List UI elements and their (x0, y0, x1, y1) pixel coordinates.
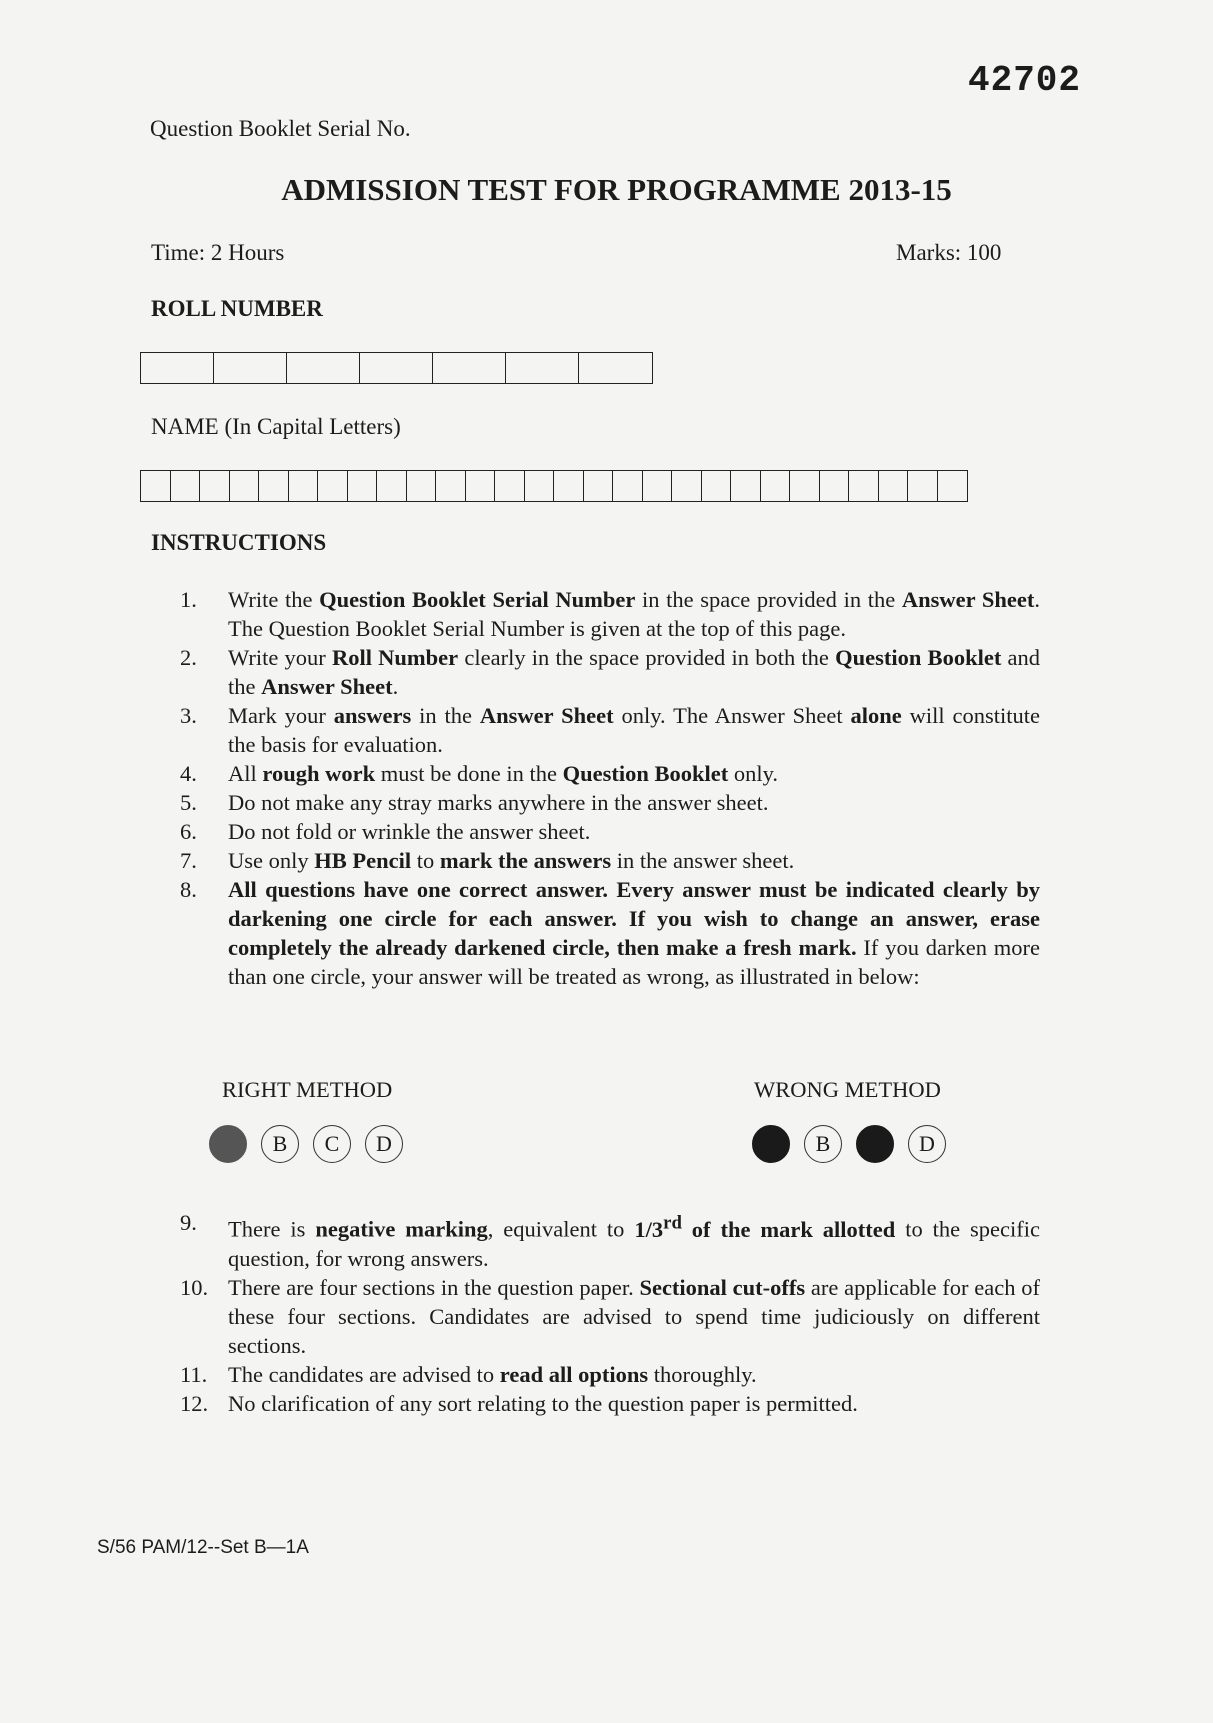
name-letter-box[interactable] (790, 471, 820, 501)
instruction-item (180, 701, 1040, 759)
instructions-heading: INSTRUCTIONS (151, 530, 327, 555)
instruction-text: There are four sections in the question paper. Sectional cut-offs are applicable for each of these four sections. Candidates are advised to spend time judiciously on different sections. (228, 1274, 1040, 1358)
page-title: ADMISSION TEST FOR PROGRAMME 2013-15 (281, 172, 952, 207)
roll-number-box[interactable] (287, 353, 360, 383)
serial-label: Question Booklet Serial No. (150, 116, 411, 141)
instruction-text: Do not fold or wrinkle the answer sheet. (228, 819, 591, 844)
instruction-item (180, 788, 1040, 817)
roll-number-box[interactable] (506, 353, 579, 383)
name-boxes[interactable] (140, 470, 968, 502)
name-letter-box[interactable] (731, 471, 761, 501)
roll-number-box[interactable] (579, 353, 652, 383)
roll-number-box[interactable] (433, 353, 506, 383)
instruction-item (180, 846, 1040, 875)
name-letter-box[interactable] (672, 471, 702, 501)
instruction-number: 9. (180, 1210, 197, 1235)
roll-number-label: ROLL NUMBER (151, 296, 323, 321)
option-bubble-c: C (313, 1125, 351, 1163)
name-letter-box[interactable] (849, 471, 879, 501)
booklet-serial-number: 42702 (968, 60, 1082, 101)
name-letter-box[interactable] (879, 471, 909, 501)
exam-marks: Marks: 100 (896, 240, 1002, 265)
right-method-bubbles (209, 1125, 403, 1163)
name-letter-box[interactable] (141, 471, 171, 501)
instruction-number: 2. (180, 645, 197, 670)
name-letter-box[interactable] (318, 471, 348, 501)
instruction-text: All questions have one correct answer. Every answer must be indicated clearly by darkening one circle for each answer. If you wish to change an answer, erase completely the already darkened circle, then make a fresh mark. If you darken more than one circle, your answer will be treated as wrong, as illustrated in below: (228, 877, 1040, 989)
name-letter-box[interactable] (377, 471, 407, 501)
instruction-number: 11. (180, 1361, 208, 1387)
instruction-text: All rough work must be done in the Question Booklet only. (228, 761, 779, 786)
instruction-number: 3. (180, 703, 197, 728)
name-letter-box[interactable] (289, 471, 319, 501)
name-letter-box[interactable] (908, 471, 938, 501)
roll-number-box[interactable] (214, 353, 287, 383)
filled-bubble (856, 1125, 894, 1163)
instruction-item (180, 1208, 1040, 1273)
instruction-item (180, 817, 1040, 846)
instruction-text: Write your Roll Number clearly in the space provided in both the Question Booklet and the Answer Sheet. (228, 645, 1040, 699)
instruction-item (180, 759, 1040, 788)
right-method-label: RIGHT METHOD (222, 1077, 393, 1102)
instruction-text: The candidates are advised to read all options thoroughly. (228, 1361, 757, 1387)
instructions-list-continued (180, 1208, 1040, 1418)
filled-bubble (209, 1125, 247, 1163)
name-letter-box[interactable] (407, 471, 437, 501)
option-bubble-b: B (804, 1125, 842, 1163)
instruction-item (180, 1360, 1040, 1389)
roll-number-box[interactable] (141, 353, 214, 383)
instructions-list (180, 585, 1040, 991)
name-letter-box[interactable] (761, 471, 791, 501)
name-letter-box[interactable] (230, 471, 260, 501)
name-letter-box[interactable] (702, 471, 732, 501)
name-letter-box[interactable] (820, 471, 850, 501)
instruction-item (180, 1273, 1040, 1360)
name-letter-box[interactable] (495, 471, 525, 501)
option-bubble-b: B (261, 1125, 299, 1163)
name-letter-box[interactable] (259, 471, 289, 501)
instruction-item (180, 643, 1040, 701)
instruction-number: 8. (180, 877, 197, 902)
instruction-text: Use only HB Pencil to mark the answers in the answer sheet. (228, 848, 795, 873)
instruction-number: 10. (180, 1274, 209, 1300)
instruction-item (180, 585, 1040, 643)
name-letter-box[interactable] (348, 471, 378, 501)
name-letter-box[interactable] (525, 471, 555, 501)
name-letter-box[interactable] (584, 471, 614, 501)
wrong-method-label: WRONG METHOD (754, 1077, 941, 1102)
instruction-text: No clarification of any sort relating to the question paper is permitted. (228, 1390, 858, 1416)
instruction-item (180, 875, 1040, 991)
instruction-number: 1. (180, 587, 197, 612)
name-letter-box[interactable] (436, 471, 466, 501)
instruction-text: There is negative marking, equivalent to 1/3rd of the mark allotted to the specific question, for wrong answers. (228, 1212, 1041, 1271)
exam-time: Time: 2 Hours (151, 240, 285, 265)
option-bubble-d: D (365, 1125, 403, 1163)
name-letter-box[interactable] (938, 471, 968, 501)
instruction-item (180, 1389, 1040, 1418)
instruction-text: Mark your answers in the Answer Sheet only. The Answer Sheet alone will constitute the basis for evaluation. (228, 703, 1040, 757)
instruction-text: Do not make any stray marks anywhere in the answer sheet. (228, 790, 769, 815)
instruction-number: 6. (180, 819, 197, 844)
footer-code: S/56 PAM/12--Set B—1A (97, 1537, 309, 1558)
instruction-text: Write the Question Booklet Serial Number in the space provided in the Answer Sheet. The Question Booklet Serial Number is given at the top of this page. (228, 587, 1040, 641)
roll-number-boxes[interactable] (140, 352, 653, 384)
name-letter-box[interactable] (554, 471, 584, 501)
name-label: NAME (In Capital Letters) (151, 414, 401, 439)
roll-number-box[interactable] (360, 353, 433, 383)
name-letter-box[interactable] (200, 471, 230, 501)
wrong-method-bubbles (752, 1125, 946, 1163)
name-letter-box[interactable] (466, 471, 496, 501)
instruction-number: 5. (180, 790, 197, 815)
instruction-number: 4. (180, 761, 197, 786)
instruction-number: 12. (180, 1390, 209, 1416)
name-letter-box[interactable] (171, 471, 201, 501)
filled-bubble (752, 1125, 790, 1163)
name-letter-box[interactable] (613, 471, 643, 501)
name-letter-box[interactable] (643, 471, 673, 501)
option-bubble-d: D (908, 1125, 946, 1163)
instruction-number: 7. (180, 848, 197, 873)
